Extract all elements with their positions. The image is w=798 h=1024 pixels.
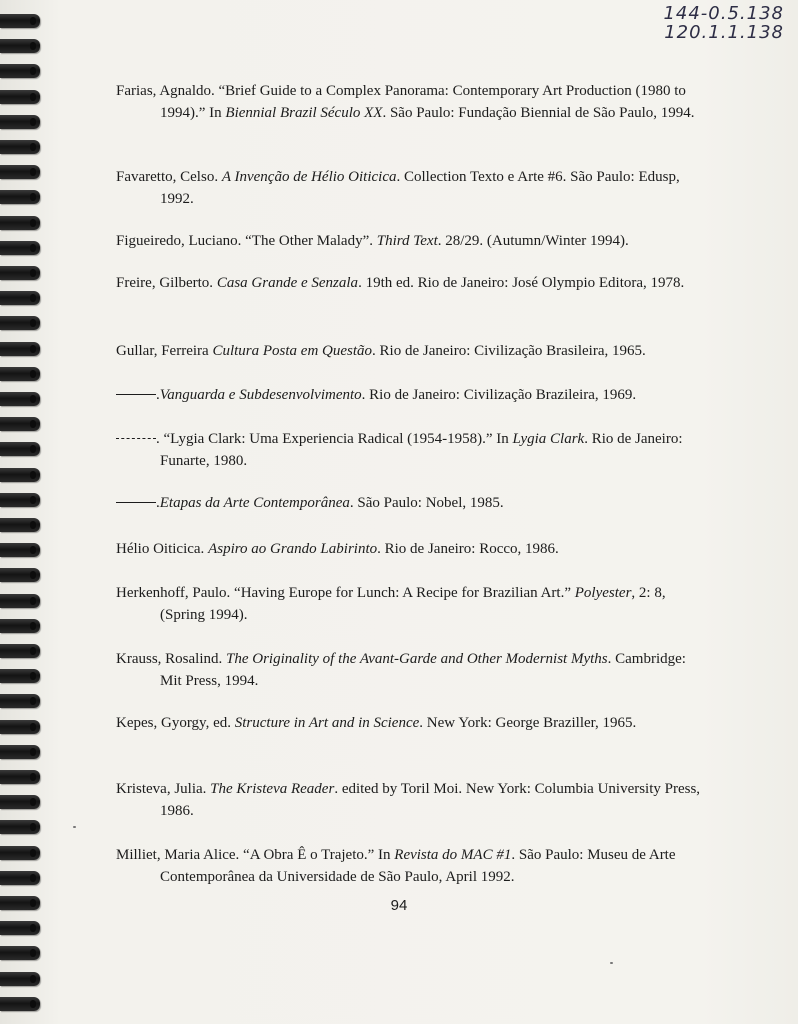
entry-text: Kristeva, Julia. <box>116 781 211 797</box>
entry-text: . Rio de Janeiro: Civilização Brasileira, 1965. <box>372 343 646 359</box>
entry-text: Freire, Gilberto. <box>116 275 217 291</box>
archive-code-line-2: 120.1.1.138 <box>664 22 784 43</box>
binding-coil <box>0 216 40 230</box>
entry-text: . 19th ed. Rio de Janeiro: José Olympio Editora, 1978. <box>358 275 685 291</box>
entry-text: Kepes, Gyorgy, ed. <box>116 715 235 731</box>
binding-coil <box>0 619 40 633</box>
entry-text: . São Paulo: Nobel, 1985. <box>349 495 504 511</box>
binding-coil <box>0 14 40 28</box>
binding-coil <box>0 644 40 658</box>
entry-text: . “Lygia Clark: Uma Experiencia Radical (1954-1958).” In <box>156 431 513 447</box>
binding-coil <box>0 165 40 179</box>
binding-coil <box>0 846 40 860</box>
entry-title-italic: Cultura Posta em Questão <box>212 343 373 359</box>
entry-text: Farias, Agnaldo. “Brief Guide to a Complex Panorama: Contemporary Art Production (1980 to 1994).” In <box>116 83 686 121</box>
binding-coil <box>0 90 40 104</box>
binding-coil <box>0 316 40 330</box>
bibliography-entry <box>116 844 710 888</box>
binding-coil <box>0 669 40 683</box>
binding-coil <box>0 266 40 280</box>
entry-title-italic: Structure in Art and in Science <box>234 715 420 731</box>
bibliography-entry <box>116 648 710 692</box>
entry-title-italic: The Originality of the Avant-Garde and Other Modernist Myths <box>226 651 608 667</box>
bibliography-entry <box>116 778 710 822</box>
binding-coil <box>0 720 40 734</box>
binding-coil <box>0 972 40 986</box>
bibliography-entry <box>116 230 710 252</box>
binding-coil <box>0 291 40 305</box>
entry-text: Krauss, Rosalind. <box>116 651 226 667</box>
entry-text: , 2: 8, (Spring 1994). <box>160 585 666 623</box>
repeat-author-dash <box>116 393 156 395</box>
entry-text: . <box>156 495 160 511</box>
entry-title-italic: Biennial Brazil Século XX <box>225 105 383 121</box>
archive-code-line-1: 144-0.5.138 <box>663 3 784 24</box>
entry-text: . <box>156 387 160 403</box>
entry-title-italic: Vanguarda e Subdesenvolvimento <box>159 387 362 403</box>
entry-text: Favaretto, Celso. <box>116 169 222 185</box>
binding-coil <box>0 392 40 406</box>
entry-text: Gullar, Ferreira <box>116 343 213 359</box>
binding-coil <box>0 946 40 960</box>
binding-coil <box>0 745 40 759</box>
entry-title-italic: Third Text <box>376 233 438 249</box>
binding-coil <box>0 367 40 381</box>
entry-title-italic: Aspiro ao Grando Labirinto <box>208 541 378 557</box>
binding-coil <box>0 342 40 356</box>
binding-coil <box>0 820 40 834</box>
entry-text: . 28/29. (Autumn/Winter 1994). <box>437 233 629 249</box>
archive-code-handwritten <box>663 4 784 42</box>
binding-coil <box>0 871 40 885</box>
binding-coil <box>0 241 40 255</box>
bibliography-entry <box>116 428 710 472</box>
entry-title-italic: Etapas da Arte Contemporânea <box>159 495 350 511</box>
binding-coil <box>0 518 40 532</box>
bibliography-entry <box>116 166 710 210</box>
binding-coil <box>0 115 40 129</box>
entry-text: . Rio de Janeiro: Civilização Brazileira, 1969. <box>361 387 637 403</box>
entry-title-italic: Casa Grande e Senzala <box>216 275 359 291</box>
paper-speck <box>73 826 76 828</box>
entry-text: . New York: George Braziller, 1965. <box>419 715 637 731</box>
binding-coil <box>0 921 40 935</box>
bibliography-entry <box>116 492 710 514</box>
binding-coil <box>0 568 40 582</box>
entry-text: Herkenhoff, Paulo. “Having Europe for Lunch: A Recipe for Brazilian Art.” <box>116 585 575 601</box>
binding-coil <box>0 594 40 608</box>
entry-title-italic: A Invenção de Hélio Oiticica <box>221 169 397 185</box>
binding-coil <box>0 795 40 809</box>
binding-coil <box>0 468 40 482</box>
entry-text: . Collection Texto e Arte #6. São Paulo: Edusp, 1992. <box>160 169 680 207</box>
entry-title-italic: Revista do MAC #1 <box>394 847 512 863</box>
entry-text: . edited by Toril Moi. New York: Columbia University Press, 1986. <box>160 781 701 819</box>
bibliography-entry <box>116 712 710 734</box>
binding-coil <box>0 543 40 557</box>
entry-title-italic: Polyester <box>574 585 632 601</box>
entry-text: Figueiredo, Luciano. “The Other Malady”. <box>116 233 377 249</box>
binding-coil <box>0 190 40 204</box>
paper-speck <box>610 962 613 964</box>
entry-text: . Rio de Janeiro: Funarte, 1980. <box>160 431 683 469</box>
spiral-binding <box>0 0 44 1024</box>
entry-text: Hélio Oiticica. <box>116 541 209 557</box>
bibliography-entry <box>116 538 710 560</box>
binding-coil <box>0 442 40 456</box>
entry-title-italic: The Kristeva Reader <box>210 781 335 797</box>
binding-coil <box>0 417 40 431</box>
entry-text: Milliet, Maria Alice. “A Obra Ê o Trajeto.” In <box>116 847 395 863</box>
binding-coil <box>0 694 40 708</box>
bibliography-entry <box>116 272 710 294</box>
bibliography-entry <box>116 384 710 406</box>
entry-text: . São Paulo: Museu de Arte Contemporânea da Universidade de São Paulo, April 1992. <box>160 847 676 885</box>
binding-coil <box>0 770 40 784</box>
page-number: 94 <box>390 897 408 914</box>
binding-coil <box>0 39 40 53</box>
bibliography-entry <box>116 340 710 362</box>
repeat-author-dash <box>116 437 156 439</box>
repeat-author-dash <box>116 501 156 503</box>
binding-coil <box>0 997 40 1011</box>
bibliography-entry <box>116 582 710 626</box>
binding-coil <box>0 493 40 507</box>
binding-coil <box>0 64 40 78</box>
entry-title-italic: Lygia Clark <box>512 431 585 447</box>
binding-coil <box>0 140 40 154</box>
entry-text: . Rio de Janeiro: Rocco, 1986. <box>377 541 559 557</box>
entry-text: . São Paulo: Fundação Biennial de São Paulo, 1994. <box>382 105 695 121</box>
entry-text: . Cambridge: Mit Press, 1994. <box>160 651 686 689</box>
bibliography-entry <box>116 80 710 124</box>
